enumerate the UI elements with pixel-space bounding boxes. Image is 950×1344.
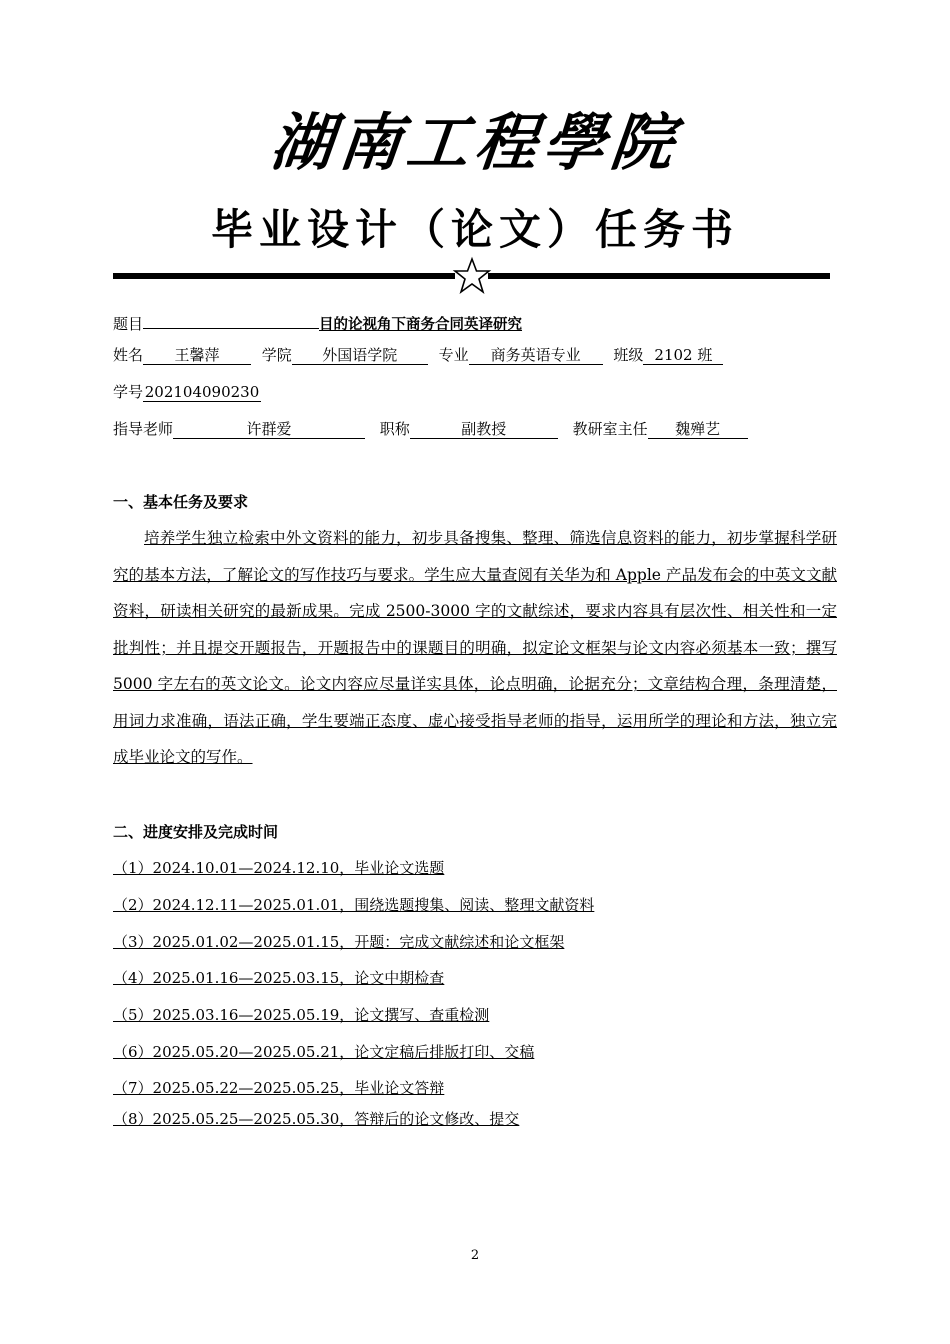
schedule-item: （4）2025.01.16—2025.03.15，论文中期检查 bbox=[113, 969, 445, 987]
schedule-item: （7）2025.05.22—2025.05.25，毕业论文答辩 bbox=[113, 1079, 445, 1097]
director-label: 教研室主任 bbox=[572, 420, 648, 438]
document-title: 毕业设计（论文）任务书 bbox=[210, 205, 739, 254]
director-value: 魏殚艺 bbox=[648, 419, 748, 439]
major-label: 专业 bbox=[438, 346, 469, 364]
advisor-row bbox=[113, 419, 748, 439]
advisor-value: 许群爱 bbox=[173, 419, 365, 439]
id-label: 学号 bbox=[113, 383, 144, 401]
id-value: 202104090230 bbox=[144, 383, 260, 401]
class-label: 班级 bbox=[613, 346, 644, 364]
title-rule-left bbox=[113, 273, 455, 279]
schedule-item: （6）2025.05.20—2025.05.21，论文定稿后排版打印、交稿 bbox=[113, 1043, 535, 1061]
section-heading-schedule: 二、进度安排及完成时间 bbox=[113, 823, 279, 841]
rank-label: 职称 bbox=[379, 420, 410, 438]
topic-blank bbox=[143, 309, 319, 329]
schedule-item: （2）2024.12.11—2025.01.01，围绕选题搜集、阅读、整理文献资料 bbox=[113, 896, 595, 914]
name-value: 王馨萍 bbox=[143, 345, 251, 365]
tasks-paragraph bbox=[113, 520, 837, 776]
page-number: 2 bbox=[470, 1248, 480, 1263]
schedule-item: （1）2024.10.01—2024.12.10，毕业论文选题 bbox=[113, 859, 445, 877]
major-value: 商务英语专业 bbox=[469, 345, 603, 365]
star-icon bbox=[452, 256, 492, 296]
schedule-item: （5）2025.03.16—2025.05.19，论文撰写、查重检测 bbox=[113, 1006, 490, 1024]
schedule-item: （8）2025.05.25—2025.05.30，答辩后的论文修改、提交 bbox=[113, 1110, 520, 1128]
schedule-item: （3）2025.01.02—2025.01.15，开题：完成文献综述和论文框架 bbox=[113, 933, 565, 951]
topic-label: 题目 bbox=[113, 315, 144, 333]
school-logo-calligraphy: 湖南工程學院 bbox=[267, 106, 683, 179]
rank-value: 副教授 bbox=[410, 419, 558, 439]
student-id-row bbox=[113, 382, 261, 402]
topic-row bbox=[113, 309, 522, 335]
class-value: 2102 班 bbox=[643, 345, 723, 365]
section-heading-tasks: 一、基本任务及要求 bbox=[113, 493, 249, 511]
student-row bbox=[113, 345, 723, 365]
title-rule-right bbox=[488, 273, 830, 279]
tasks-paragraph-text: 培养学生独立检索中外文资料的能力，初步具备搜集、整理、筛选信息资料的能力，初步掌握科学研究的基本方法，了解论文的写作技巧与要求。学生应大量查阅有关华为和 Apple 产品发布会的中英文文献资料，研读相关研究的最新成果。完成 2500-3000 字的文献综述，要求内容具有层次性、相关性和一定批判性；并且提交开题报告，开题报告中的课题目的明确，拟定论文框架与论文内容必须基本一致；撰写 5000 字左右的英文论文。论文内容应尽量详实具体，论点明确，论据充分；文章结构合理，条理清楚，用词力求准确，语法正确，学生要端正态度、虚心接受指导老师的指导，运用所学的理论和方法，独立完成毕业论文的写作。 bbox=[113, 529, 837, 766]
college-value: 外国语学院 bbox=[292, 345, 428, 365]
college-label: 学院 bbox=[261, 346, 292, 364]
name-label: 姓名 bbox=[113, 346, 144, 364]
advisor-label: 指导老师 bbox=[113, 420, 174, 438]
topic-value: 目的论视角下商务合同英译研究 bbox=[319, 317, 523, 333]
